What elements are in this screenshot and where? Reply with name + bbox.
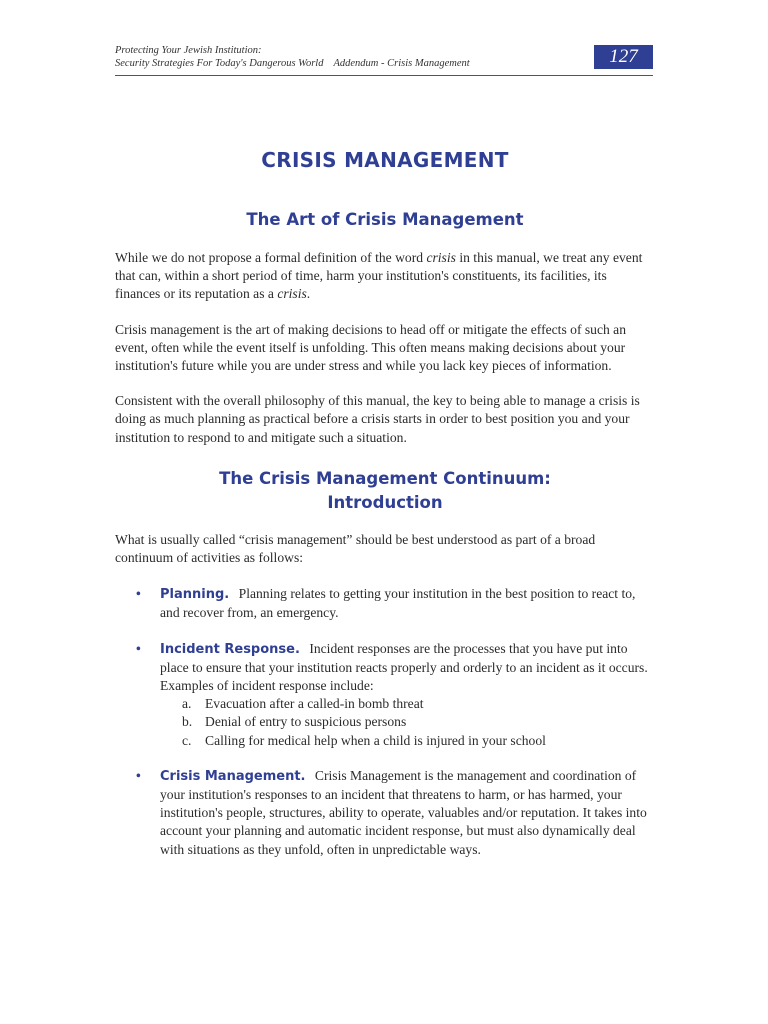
example-item: [160, 713, 655, 731]
paragraph-crisis-definition: [115, 249, 655, 304]
bullet-icon: •: [136, 640, 141, 656]
continuum-list: [115, 585, 655, 859]
example-marker: c.: [182, 732, 192, 748]
header-section-name: Addendum - Crisis Management: [333, 58, 470, 69]
header-book-subtitle: Security Strategies For Today's Dangerous World: [115, 58, 324, 69]
para-text: in this manual, we treat any event that can, within a short period of time, harm your institution's constituents, its facilities, its finances or its reputation as a: [115, 250, 643, 302]
header-book-title: Protecting Your Jewish Institution:: [115, 45, 262, 56]
section-heading-art: The Art of Crisis Management: [246, 210, 524, 229]
example-item: [160, 695, 655, 713]
para-text: While we do not propose a formal definition of the word: [115, 250, 427, 265]
paragraph-crisis-management-art: Crisis management is the art of making decisions to head off or mitigate the effects of such an event, often while the event itself is unfolding. This often means making decisions about your institution's future while you are under stress and while you lack key pieces of information.: [115, 321, 627, 374]
section-heading-continuum: [115, 467, 655, 515]
list-item-term: Incident Response.: [160, 641, 300, 657]
italic-crisis-word: crisis: [277, 286, 307, 302]
example-text: Calling for medical help when a child is injured in your school: [205, 732, 546, 748]
bullet-icon: •: [136, 586, 141, 602]
list-item-incident-response: [115, 640, 655, 750]
list-item-text: Planning relates to getting your institution in the best position to react to, and recover from, an emergency.: [160, 586, 636, 621]
list-item-term: Crisis Management.: [160, 768, 306, 784]
italic-crisis-word: crisis: [426, 250, 456, 265]
section-heading-line: Introduction: [327, 492, 443, 512]
list-item-term: Planning.: [160, 587, 230, 603]
para-text: .: [306, 286, 311, 302]
example-marker: b.: [182, 714, 193, 730]
example-item: [160, 732, 655, 750]
example-marker: a.: [182, 696, 192, 712]
page-number: 127: [594, 45, 653, 69]
list-item-text: Crisis Management is the management and coordination of your institution's responses to an incident that threatens to harm, or has harmed, your institution's people, structures, ability to operate, valuables and/or reputation. It takes into account your planning and automatic incident response, but must also dynamically deal with situations as they unfold, often in unpredictable ways.: [160, 767, 647, 857]
running-header: [115, 44, 653, 70]
examples-list: [160, 695, 655, 750]
list-item-crisis-management: [115, 767, 655, 859]
paragraph-continuum-intro: What is usually called “crisis management” should be best understood as part of a broad continuum of activities as follows:: [115, 531, 596, 566]
page-title: CRISIS MANAGEMENT: [261, 148, 509, 172]
header-divider: [115, 75, 653, 76]
section-heading-line: The Crisis Management Continuum:: [219, 468, 551, 488]
example-text: Evacuation after a called-in bomb threat: [205, 696, 424, 712]
example-text: Denial of entry to suspicious persons: [205, 714, 407, 730]
list-item-text: Incident responses are the processes that you have put into place to ensure that your institution reacts properly and orderly to an incident as it occurs. Examples of incident response include:: [160, 640, 648, 694]
header-subtitle: [115, 57, 653, 70]
bullet-icon: •: [136, 767, 141, 783]
page-content: [115, 148, 655, 876]
list-item-planning: [115, 585, 655, 622]
paragraph-planning-philosophy: Consistent with the overall philosophy of this manual, the key to being able to manage a crisis is doing as much planning as practical before a crisis starts in order to best position you and your institution to respond to and mitigate such a situation.: [115, 393, 640, 445]
